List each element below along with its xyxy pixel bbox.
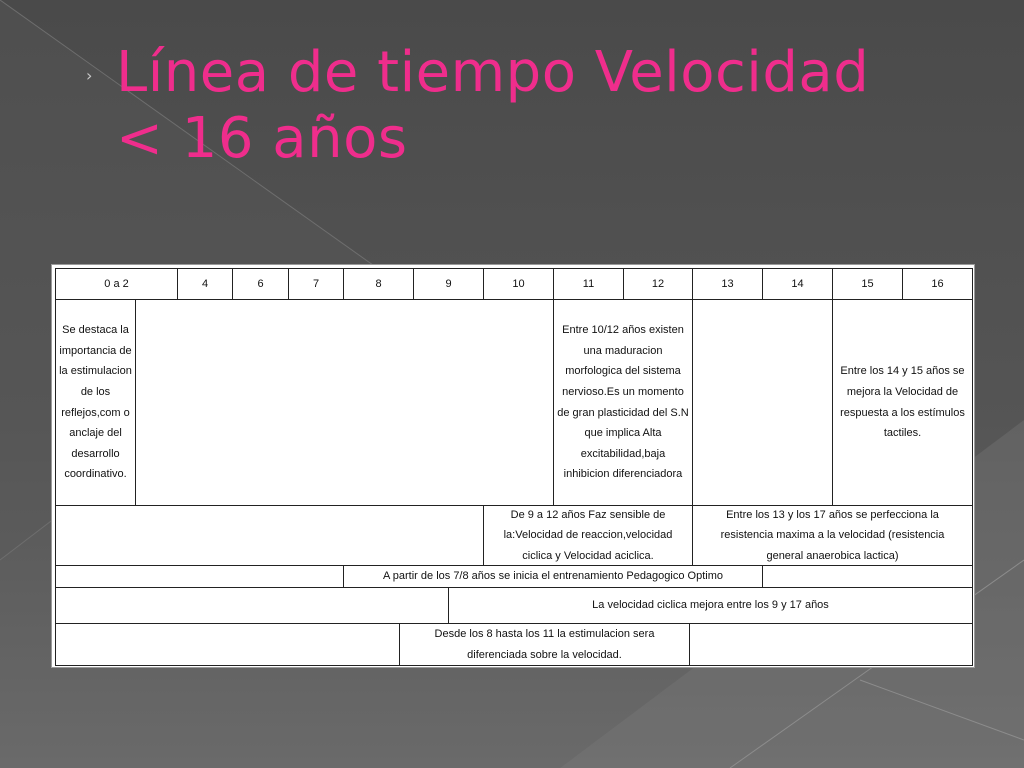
header-age-9: 9 [445, 277, 452, 290]
note-max-resistance: Entre los 13 y los 17 años se perfecciona la resistencia maxima a la velocidad (resistencia general anaerobica lactica) [720, 508, 945, 562]
note-reflexes: Se destaca la importancia de la estimulacion de los reflejos,com o anclaje del desarrollo coordinativo. [59, 324, 132, 481]
bullet-icon: › [86, 66, 93, 85]
note-tactile: Entre los 14 y 15 años se mejora la Velocidad de respuesta a los estímulos tactiles. [840, 365, 965, 440]
note-cyclic: La velocidad ciclica mejora entre los 9 y 17 años [592, 599, 829, 612]
title-line-1: Línea de tiempo Velocidad [116, 40, 870, 105]
header-age-12: 12 [651, 277, 665, 290]
note-maturation: Entre 10/12 años existen una maduracion morfologica del sistema nervioso.Es un momento de gran plasticidad del S.N que implica Alta excitabilidad,baja inhibicion diferenciadora [557, 324, 689, 481]
header-age-8: 8 [375, 277, 382, 290]
note-pedagogic: A partir de los 7/8 años se inicia el entrenamiento Pedagogico Optimo [383, 570, 723, 583]
title-line-2: < 16 años [116, 106, 408, 171]
header-age-14: 14 [791, 277, 804, 290]
header-age-11: 11 [582, 277, 595, 290]
header-age-10: 10 [512, 277, 525, 290]
header-age-13: 13 [721, 277, 734, 290]
header-age-16: 16 [931, 277, 944, 290]
header-age-0-2: 0 a 2 [104, 277, 129, 290]
timeline-table [51, 264, 975, 668]
header-age-6: 6 [257, 277, 264, 290]
note-sensitive-phase: De 9 a 12 años Faz sensible de la:Velocidad de reaccion,velocidad ciclica y Velocidad aciclica. [503, 508, 673, 562]
header-age-4: 4 [201, 277, 209, 290]
note-differentiated: Desde los 8 hasta los 11 la estimulacion sera diferenciada sobre la velocidad. [434, 627, 655, 661]
header-age-15: 15 [861, 277, 874, 290]
header-age-7: 7 [312, 277, 320, 290]
slide-title [116, 40, 996, 172]
